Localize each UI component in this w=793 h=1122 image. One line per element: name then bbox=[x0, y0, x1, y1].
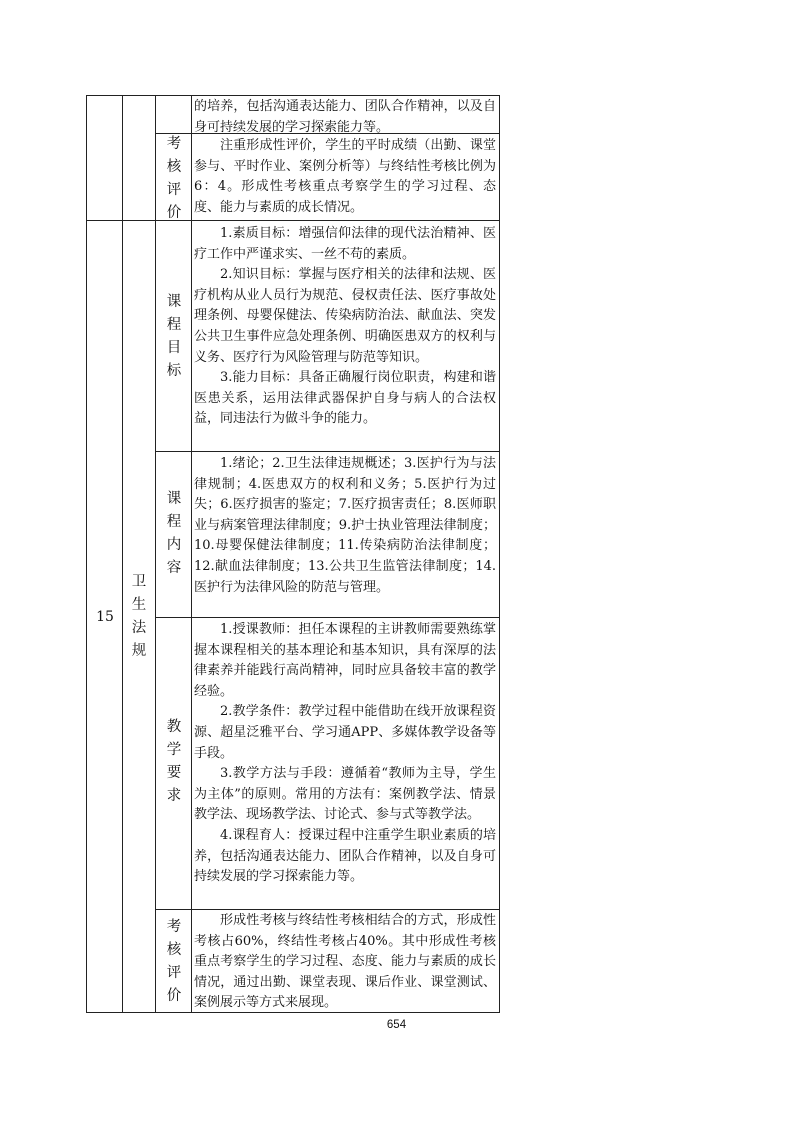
course-name-char: 生 bbox=[131, 597, 147, 613]
content-text bbox=[194, 454, 496, 598]
course-name-char: 规 bbox=[131, 643, 147, 659]
label-char: 目 bbox=[166, 340, 182, 356]
row-rule bbox=[155, 617, 499, 618]
label-char: 评 bbox=[166, 965, 182, 981]
prev-teaching-tail bbox=[194, 97, 496, 138]
label-char: 容 bbox=[166, 560, 182, 576]
label-char: 学 bbox=[166, 742, 182, 758]
paragraph: 注重形成性评价，学生的平时成绩（出勤、课堂参与、平时作业、案例分析等）与终结性考核比例为6：4。形成性考核重点考察学生的学习过程、态度、能力与素质的成长情况。 bbox=[194, 138, 496, 215]
paragraph: 2.知识目标：掌握与医疗相关的法律和法规、医疗机构从业人员行为规范、侵权责任法、医疗事故处理条例、母婴保健法、传染病防治法、献血法、突发公共卫生事件应急处理条例、明确医患双方的权利与义务、医疗行为风险管理与防范等知识。 bbox=[194, 267, 496, 365]
label-char: 核 bbox=[166, 159, 182, 175]
label-char: 要 bbox=[166, 765, 182, 781]
course-name-char: 法 bbox=[131, 620, 147, 636]
col-rule bbox=[155, 96, 156, 1012]
label-char: 教 bbox=[166, 719, 182, 735]
content-label bbox=[157, 488, 191, 580]
objectives-text bbox=[194, 224, 496, 430]
prev-assessment-label bbox=[157, 133, 191, 220]
course-table bbox=[86, 95, 500, 1013]
row-rule bbox=[155, 909, 499, 910]
label-char: 程 bbox=[166, 317, 182, 333]
label-char: 核 bbox=[166, 942, 182, 958]
page-number: 654 bbox=[386, 1019, 407, 1031]
paragraph: 形成性考核与终结性考核相结合的方式，形成性考核占60%，终结性考核占40%。其中形成性考核重点考察学生的学习过程、态度、能力与素质的成长情况，通过出勤、课堂表现、课后作业、课堂测试、案例展示等方式来展现。 bbox=[194, 913, 496, 1011]
col-rule bbox=[191, 96, 192, 1012]
label-char: 课 bbox=[166, 491, 182, 507]
requirements-label bbox=[157, 716, 191, 808]
course-name-char: 卫 bbox=[131, 574, 147, 590]
label-char: 内 bbox=[166, 537, 182, 553]
requirements-text bbox=[194, 620, 496, 888]
row-rule bbox=[87, 220, 499, 221]
label-char: 价 bbox=[166, 205, 182, 221]
row-rule bbox=[155, 451, 499, 452]
label-char: 考 bbox=[166, 136, 182, 152]
paragraph: 的培养，包括沟通表达能力、团队合作精神，以及自身可持续发展的学习探索能力等。 bbox=[194, 99, 496, 135]
label-char: 考 bbox=[166, 919, 182, 935]
col-rule bbox=[122, 96, 123, 1012]
label-char: 价 bbox=[166, 988, 182, 1004]
paragraph: 3.教学方法与手段：遵循着“教师为主导，学生为主体”的原则。常用的方法有：案例教学法、情景教学法、现场教学法、讨论式、参与式等教学法。 bbox=[194, 766, 496, 823]
paragraph: 1.绪论；2.卫生法律违规概述；3.医护行为与法律规制；4.医患双方的权利和义务；5.医护行为过失；6.医疗损害的鉴定；7.医疗损害责任；8.医师职业与病案管理法律制度；9.护士执业管理法律制度；10.母婴保健法律制度；11.传染病防治法律制度；12.献血法律制度；13.公共卫生监管法律制度；14.医护行为法律风险的防范与管理。 bbox=[194, 456, 496, 595]
paragraph: 1.素质目标：增强信仰法律的现代法治精神、医疗工作中严谨求实、一丝不苟的素质。 bbox=[194, 226, 496, 262]
label-char: 课 bbox=[166, 294, 182, 310]
prev-assessment-text bbox=[194, 136, 496, 218]
course-name bbox=[124, 571, 154, 663]
paragraph: 2.教学条件：教学过程中能借助在线开放课程资源、超星泛雅平台、学习通APP、多媒体教学设备等手段。 bbox=[194, 704, 496, 761]
paragraph: 3.能力目标：具备正确履行岗位职责，构建和谐医患关系，运用法律武器保护自身与病人的合法权益，同违法行为做斗争的能力。 bbox=[194, 370, 496, 427]
paragraph: 1.授课教师：担任本课程的主讲教师需要熟练掌握本课程相关的基本理论和基本知识，具有深厚的法律素养并能践行高尚精神，同时应具备较丰富的教学经验。 bbox=[194, 622, 496, 699]
row-number: 15 bbox=[96, 609, 114, 625]
assessment-label bbox=[157, 916, 191, 1008]
assessment-text bbox=[194, 911, 496, 1014]
label-char: 标 bbox=[166, 363, 182, 379]
label-char: 程 bbox=[166, 514, 182, 530]
objectives-label bbox=[157, 291, 191, 383]
label-char: 求 bbox=[166, 788, 182, 804]
paragraph: 4.课程育人：授课过程中注重学生职业素质的培养，包括沟通表达能力、团队合作精神，以及自身可持续发展的学习探索能力等。 bbox=[194, 827, 496, 885]
label-char: 评 bbox=[166, 182, 182, 198]
